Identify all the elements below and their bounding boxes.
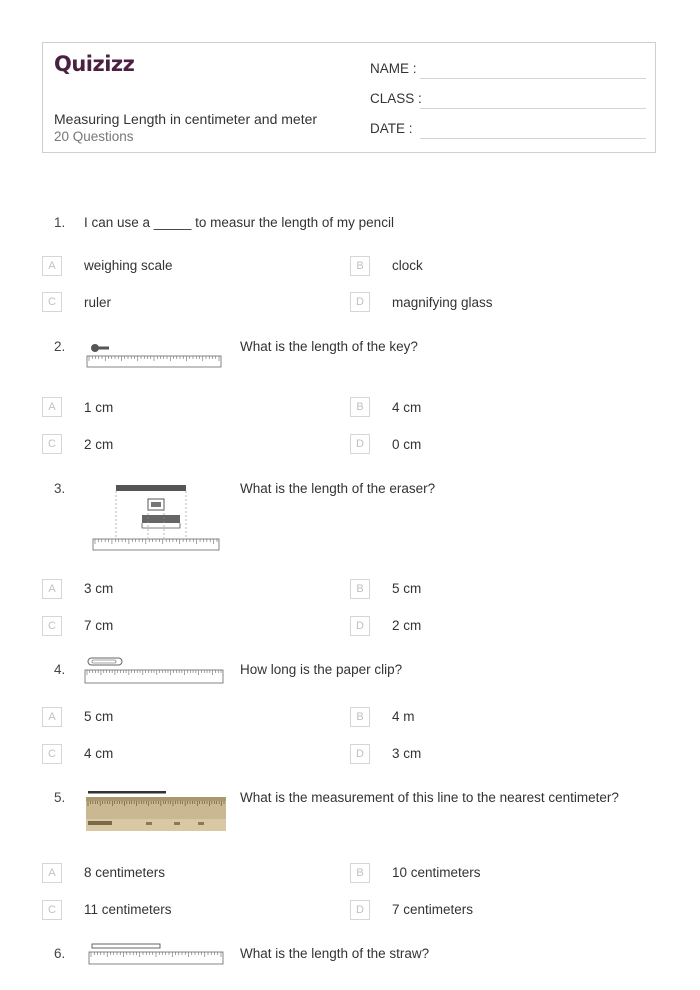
option-badge: C <box>42 900 62 920</box>
class-field[interactable] <box>420 108 646 109</box>
option-badge: A <box>42 863 62 883</box>
straw-ruler-image <box>88 942 226 968</box>
option-badge: D <box>350 744 370 764</box>
option-badge: C <box>42 744 62 764</box>
option-badge: D <box>350 434 370 454</box>
worksheet-title: Measuring Length in centimeter and meter <box>54 111 318 127</box>
option-text[interactable]: clock <box>392 258 423 273</box>
question-text: What is the length of the eraser? <box>240 481 436 496</box>
question-text: How long is the paper clip? <box>240 662 403 677</box>
option-text[interactable]: 3 cm <box>392 746 422 761</box>
option-text[interactable]: 5 cm <box>392 581 422 596</box>
option-text[interactable]: 2 cm <box>84 437 114 452</box>
question-count: 20 Questions <box>54 129 134 144</box>
option-badge: B <box>350 256 370 276</box>
option-badge: A <box>42 707 62 727</box>
question-number: 6. <box>54 946 66 961</box>
option-text[interactable]: 7 cm <box>84 618 114 633</box>
question-text: What is the length of the straw? <box>240 946 430 961</box>
name-field[interactable] <box>420 78 646 79</box>
date-field[interactable] <box>420 138 646 139</box>
option-text[interactable]: weighing scale <box>84 258 173 273</box>
question-text: What is the length of the key? <box>240 339 418 354</box>
option-text[interactable]: ruler <box>84 295 112 310</box>
option-text[interactable]: 3 cm <box>84 581 114 596</box>
question-text: I can use a _____ to measur the length of my pencil <box>84 215 394 230</box>
question-number: 2. <box>54 339 66 354</box>
paper-clip-ruler-image <box>84 656 226 686</box>
eraser-ruler-image <box>90 482 222 554</box>
option-badge: B <box>350 707 370 727</box>
option-badge: B <box>350 579 370 599</box>
quizizz-logo: Quizizz <box>54 52 135 76</box>
question-number: 4. <box>54 662 66 677</box>
key-ruler-image <box>86 340 222 370</box>
option-badge: B <box>350 863 370 883</box>
class-label: CLASS : <box>370 91 422 106</box>
option-badge: C <box>42 616 62 636</box>
date-label: DATE : <box>370 121 413 136</box>
option-text[interactable]: magnifying glass <box>392 295 493 310</box>
option-text[interactable]: 7 centimeters <box>392 902 474 917</box>
option-badge: B <box>350 397 370 417</box>
line-wooden-ruler-image <box>86 789 226 833</box>
option-badge: D <box>350 900 370 920</box>
option-text[interactable]: 5 cm <box>84 709 114 724</box>
option-text[interactable]: 4 cm <box>392 400 422 415</box>
option-badge: A <box>42 579 62 599</box>
question-text: What is the measurement of this line to the nearest centimeter? <box>240 790 619 805</box>
option-text[interactable]: 10 centimeters <box>392 865 481 880</box>
question-number: 5. <box>54 790 66 805</box>
question-number: 1. <box>54 215 66 230</box>
option-badge: D <box>350 292 370 312</box>
option-badge: C <box>42 292 62 312</box>
question-number: 3. <box>54 481 66 496</box>
option-badge: A <box>42 397 62 417</box>
option-badge: C <box>42 434 62 454</box>
option-text[interactable]: 11 centimeters <box>84 902 172 917</box>
option-text[interactable]: 4 cm <box>84 746 114 761</box>
option-badge: D <box>350 616 370 636</box>
option-text[interactable]: 1 cm <box>84 400 114 415</box>
option-text[interactable]: 8 centimeters <box>84 865 166 880</box>
option-text[interactable]: 4 m <box>392 709 415 724</box>
name-label: NAME : <box>370 61 417 76</box>
option-badge: A <box>42 256 62 276</box>
option-text[interactable]: 0 cm <box>392 437 422 452</box>
option-text[interactable]: 2 cm <box>392 618 422 633</box>
